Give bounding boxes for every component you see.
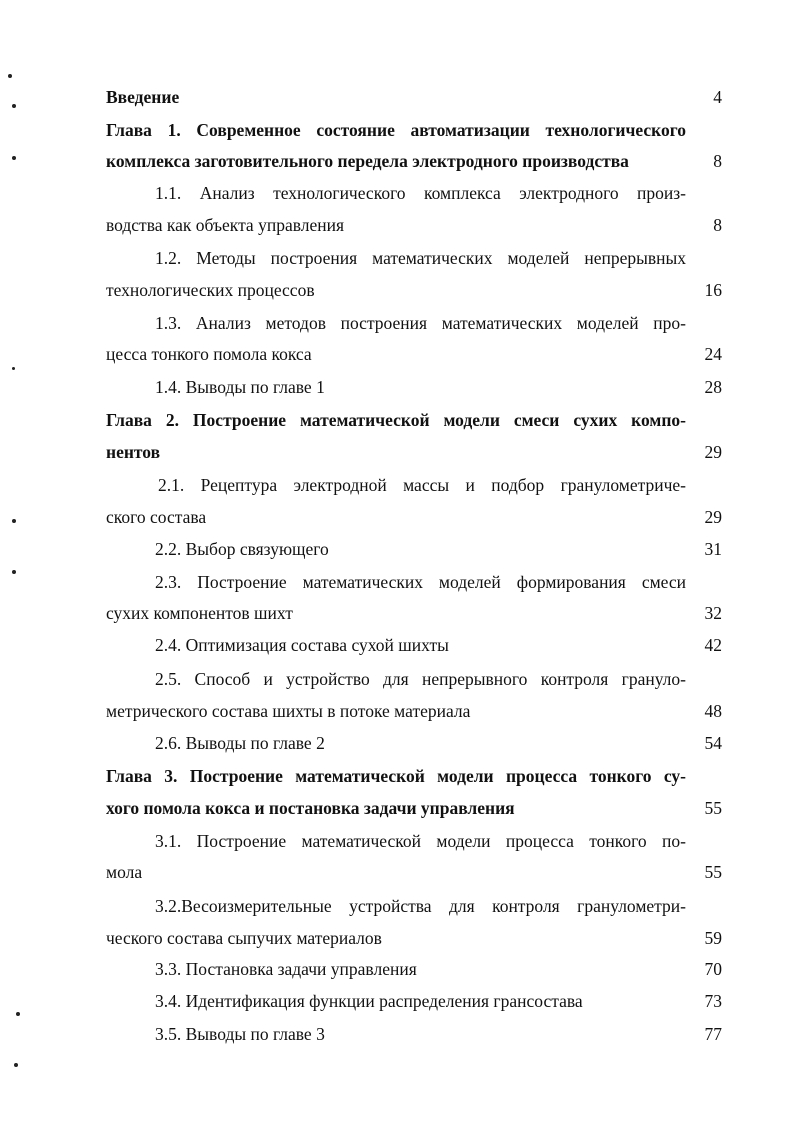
toc-2-5-line2: метрического состава шихты в потоке материала bbox=[106, 701, 471, 721]
toc-ch3-title-line1: Глава 3. Построение математической модели процесса тонкого су- bbox=[106, 766, 686, 786]
toc-1-1-line1: 1.1. Анализ технологического комплекса электродного произ- bbox=[155, 183, 686, 203]
toc-ch3-title-line2: хого помола кокса и постановка задачи управления bbox=[106, 798, 515, 818]
toc-1-4-page: 28 bbox=[704, 377, 722, 397]
scan-speck bbox=[16, 1012, 20, 1016]
toc-2-5-page: 48 bbox=[704, 701, 722, 721]
scan-speck bbox=[12, 367, 15, 370]
toc-3-2-line2: ческого состава сыпучих материалов bbox=[106, 928, 382, 948]
scan-speck bbox=[12, 570, 16, 574]
toc-1-3-line2: цесса тонкого помола кокса bbox=[106, 344, 312, 364]
toc-1-2-page: 16 bbox=[704, 280, 722, 300]
toc-3-4-page: 73 bbox=[704, 991, 722, 1011]
toc-3-2-page: 59 bbox=[704, 928, 722, 948]
toc-2-1-page: 29 bbox=[704, 507, 722, 527]
toc-1-4: 1.4. Выводы по главе 1 bbox=[155, 377, 325, 397]
toc-3-1-page: 55 bbox=[704, 862, 722, 882]
toc-2-4-page: 42 bbox=[704, 635, 722, 655]
toc-2-4: 2.4. Оптимизация состава сухой шихты bbox=[155, 635, 449, 655]
toc-ch2-page: 29 bbox=[704, 442, 722, 462]
toc-2-1-line1: 2.1. Рецептура электродной массы и подбор гранулометриче- bbox=[158, 475, 686, 495]
toc-intro-title: Введение bbox=[106, 87, 180, 107]
toc-1-2-line2: технологических процессов bbox=[106, 280, 315, 300]
toc-ch2-title-line1: Глава 2. Построение математической модели смеси сухих компо- bbox=[106, 410, 686, 430]
toc-3-2-line1: 3.2.Весоизмерительные устройства для контроля гранулометри- bbox=[155, 896, 686, 916]
toc-1-3-line1: 1.3. Анализ методов построения математических моделей про- bbox=[155, 313, 686, 333]
scan-speck bbox=[12, 519, 16, 523]
toc-2-2-page: 31 bbox=[704, 539, 722, 559]
toc-1-1-line2: водства как объекта управления bbox=[106, 215, 345, 235]
scan-speck bbox=[14, 1063, 18, 1067]
toc-2-3-page: 32 bbox=[704, 603, 722, 623]
toc-3-5: 3.5. Выводы по главе 3 bbox=[155, 1024, 325, 1044]
scan-speck bbox=[12, 156, 16, 160]
toc-3-4: 3.4. Идентификация функции распределения грансостава bbox=[155, 991, 583, 1011]
toc-3-1-line1: 3.1. Построение математической модели процесса тонкого по- bbox=[155, 831, 686, 851]
toc-1-2-line1: 1.2. Методы построения математических моделей непрерывных bbox=[155, 248, 686, 268]
toc-2-6-page: 54 bbox=[704, 733, 722, 753]
toc-intro-page: 4 bbox=[713, 87, 722, 107]
toc-2-5-line1: 2.5. Способ и устройство для непрерывного контроля грануло- bbox=[155, 669, 686, 689]
toc-2-2: 2.2. Выбор связующего bbox=[155, 539, 329, 559]
toc-1-1-page: 8 bbox=[713, 215, 722, 235]
toc-2-1-line2: ского состава bbox=[106, 507, 207, 527]
toc-ch1-title-line1: Глава 1. Современное состояние автоматизации технологического bbox=[106, 120, 686, 140]
toc-ch1-title-line2: комплекса заготовительного передела электродного производства bbox=[106, 151, 629, 171]
toc-3-1-line2: мола bbox=[106, 862, 143, 882]
toc-3-3-page: 70 bbox=[704, 959, 722, 979]
toc-3-5-page: 77 bbox=[704, 1024, 722, 1044]
scan-speck bbox=[12, 104, 16, 108]
toc-ch3-page: 55 bbox=[704, 798, 722, 818]
toc-ch2-title-line2: нентов bbox=[106, 442, 161, 462]
toc-1-3-page: 24 bbox=[704, 344, 722, 364]
scan-speck bbox=[8, 74, 12, 78]
toc-2-6: 2.6. Выводы по главе 2 bbox=[155, 733, 325, 753]
toc-ch1-page: 8 bbox=[713, 151, 722, 171]
toc-2-3-line1: 2.3. Построение математических моделей формирования смеси bbox=[155, 572, 686, 592]
toc-3-3: 3.3. Постановка задачи управления bbox=[155, 959, 417, 979]
toc-2-3-line2: сухих компонентов шихт bbox=[106, 603, 293, 623]
